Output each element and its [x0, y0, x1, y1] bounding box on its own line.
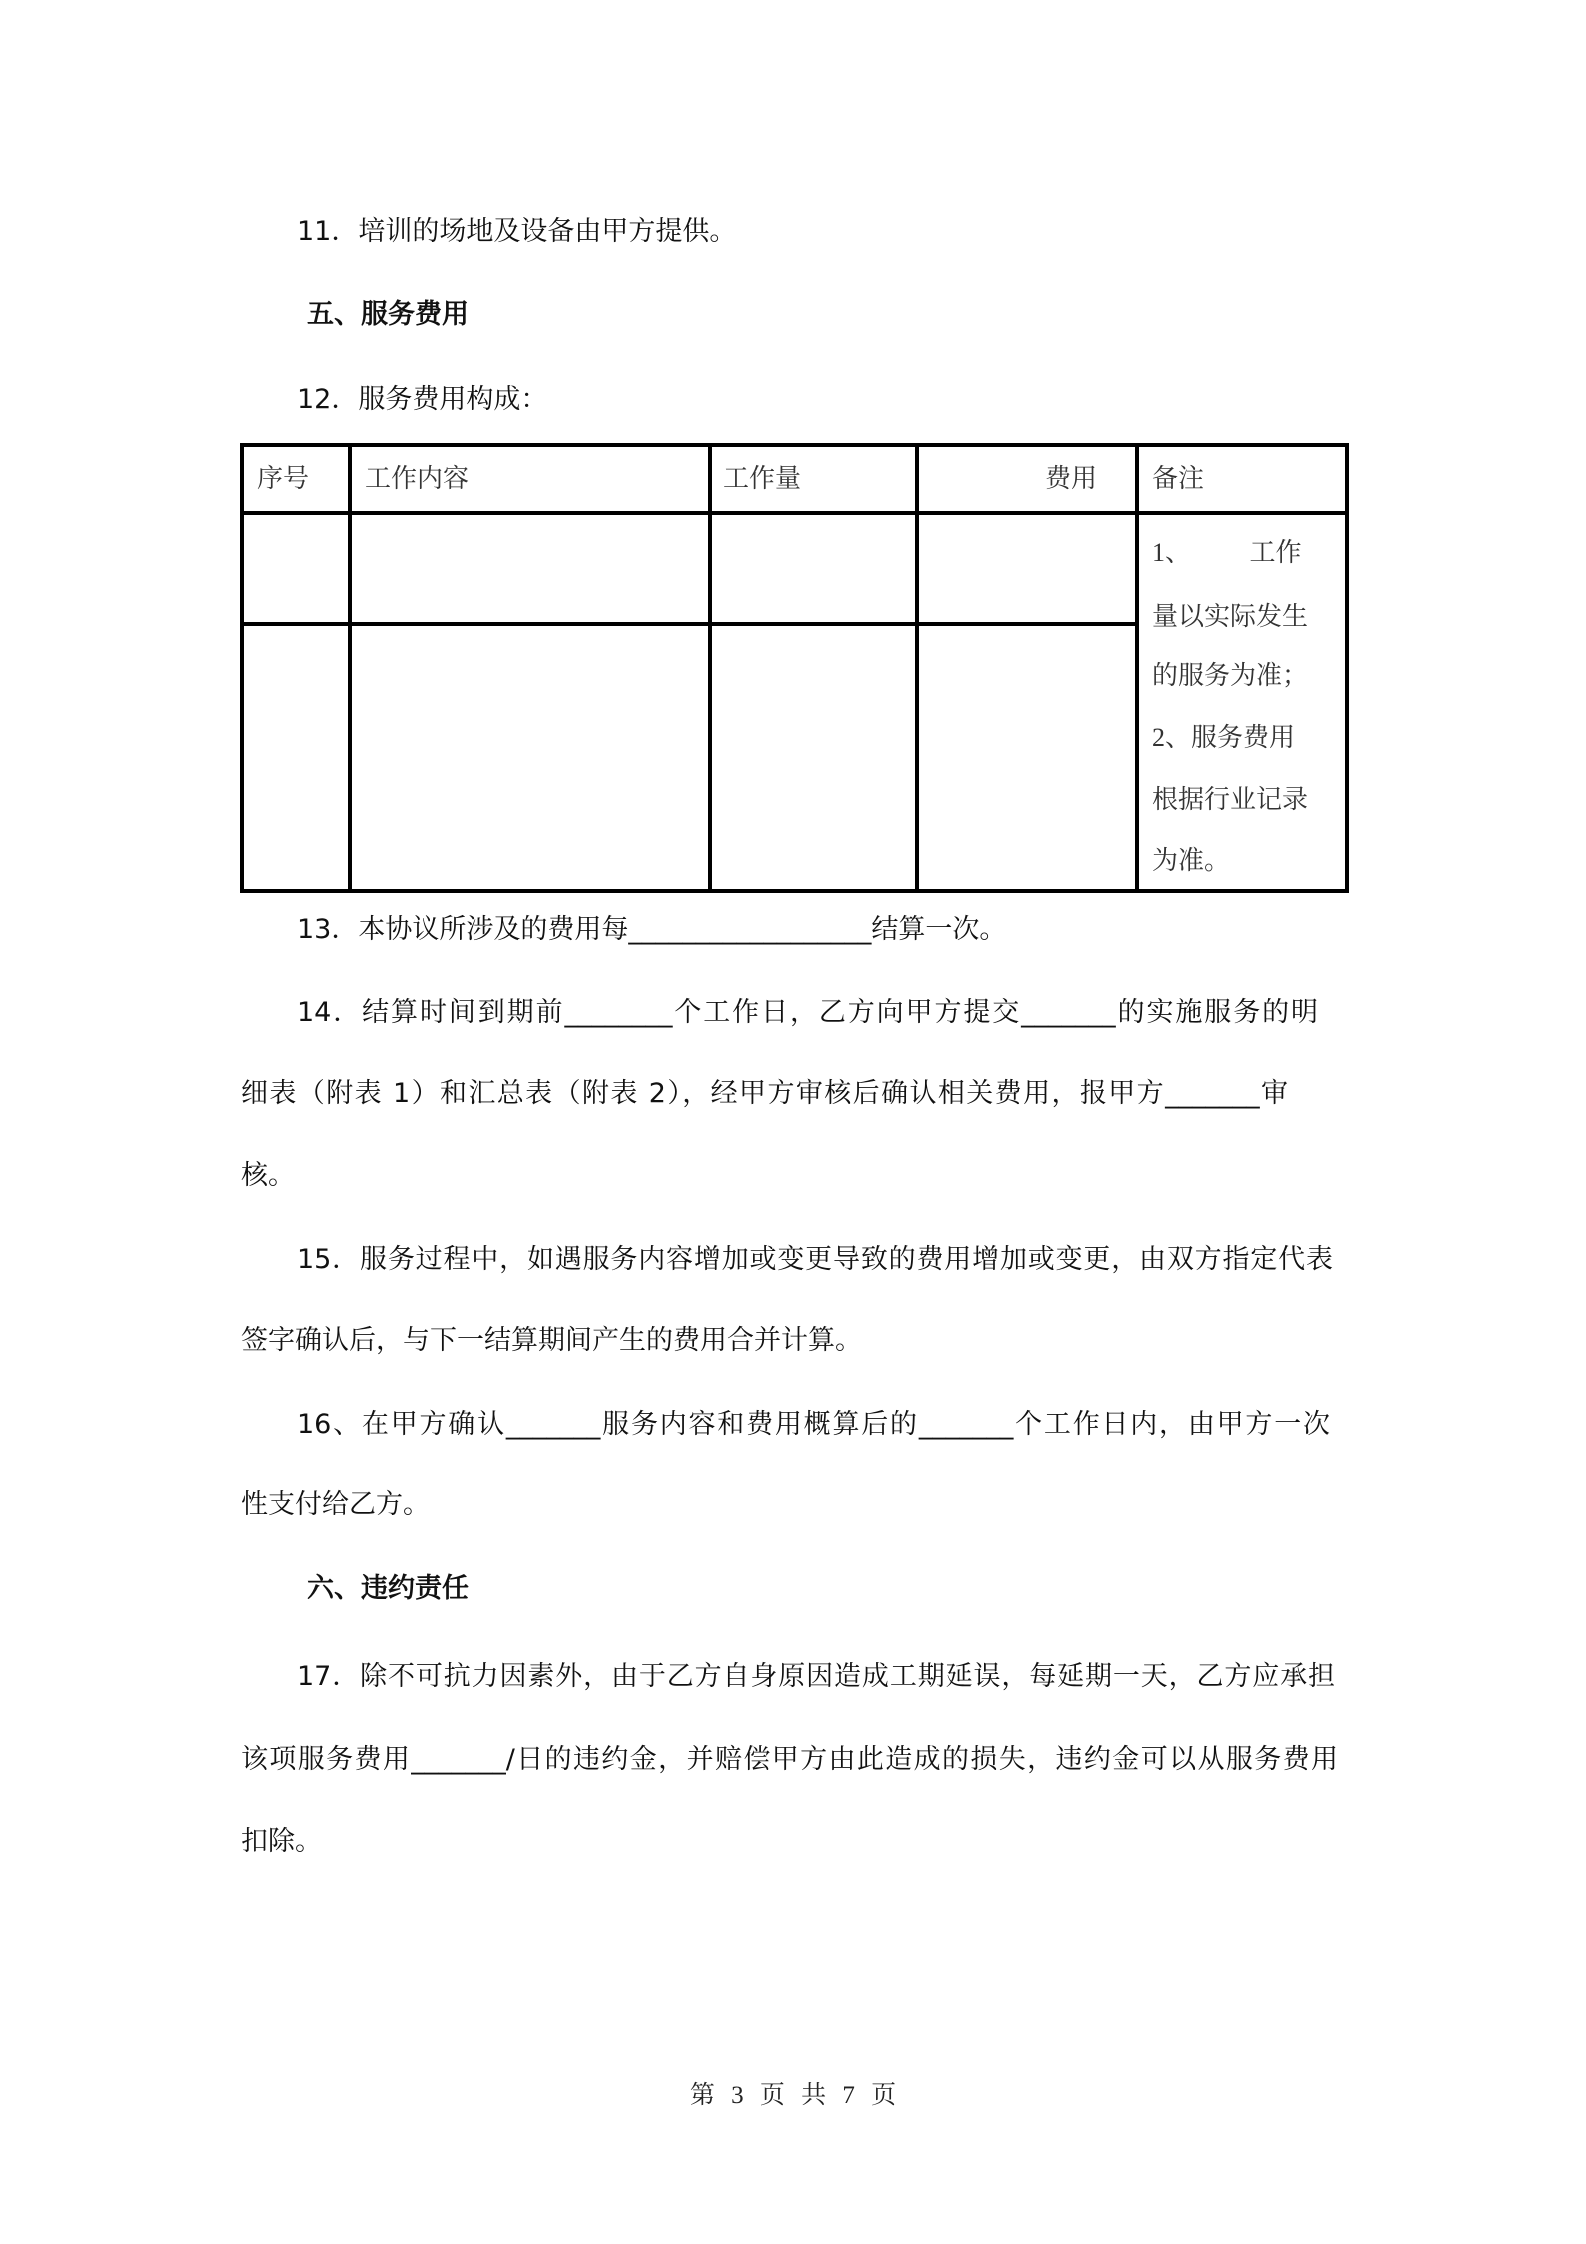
fee-table [240, 443, 1349, 893]
remarks-line: 的服务为准； [1152, 661, 1309, 690]
clause-14-line: 细表（附表 1）和汇总表（附表 2），经甲方审核后确认相关费用，报甲方_______审 [241, 1078, 1288, 1109]
remarks-line: 为准。 [1152, 846, 1231, 875]
remarks-line: 量以实际发生 [1152, 602, 1309, 631]
header-cell-quantity [710, 445, 917, 513]
clause-17-line: 该项服务费用_______/日的违约金，并赔偿甲方由此造成的损失，违约金可以从服务费用 [241, 1744, 1338, 1775]
clause-17-line: 扣除。 [241, 1826, 322, 1857]
section-heading-fees: 五、服务费用 [307, 299, 469, 330]
table-cell [242, 624, 350, 891]
section-heading-liability: 六、违约责任 [307, 1573, 469, 1604]
clause-12: 12．服务费用构成： [297, 384, 548, 415]
clause-14-line: 14．结算时间到期前________个工作日，乙方向甲方提交_______的实施服务的明 [297, 997, 1318, 1028]
header-label: 费用 [1044, 464, 1097, 493]
header-label: 工作量 [723, 464, 802, 493]
table-cell [917, 513, 1137, 624]
header-cell-index [242, 445, 350, 513]
clause-17-line: 17．除不可抗力因素外，由于乙方自身原因造成工期延误，每延期一天，乙方应承担 [297, 1661, 1335, 1692]
header-cell-fee [917, 445, 1137, 513]
header-cell-content [350, 445, 710, 513]
remarks-cell [1137, 513, 1347, 891]
clause-11: 11．培训的场地及设备由甲方提供。 [297, 216, 737, 247]
table-row [242, 513, 1347, 624]
remarks-line: 2、服务费用 [1152, 723, 1296, 752]
clause-15-line: 15．服务过程中，如遇服务内容增加或变更导致的费用增加或变更，由双方指定代表 [297, 1244, 1333, 1275]
table-cell [710, 624, 917, 891]
clause-16-line: 性支付给乙方。 [241, 1489, 430, 1520]
clause-13: 13．本协议所涉及的费用每__________________结算一次。 [297, 914, 1007, 945]
table-cell [242, 513, 350, 624]
header-label: 工作内容 [365, 464, 470, 493]
clause-16-line: 16、在甲方确认_______服务内容和费用概算后的_______个工作日内，由甲方一次 [297, 1409, 1330, 1440]
table-cell [710, 513, 917, 624]
page-number-footer: 第 3 页 共 7 页 [689, 2082, 897, 2109]
table-cell [350, 513, 710, 624]
table-cell [917, 624, 1137, 891]
table-cell [350, 624, 710, 891]
clause-15-line: 签字确认后，与下一结算期间产生的费用合并计算。 [241, 1325, 862, 1356]
header-cell-remarks [1137, 445, 1347, 513]
clause-14-line: 核。 [241, 1160, 295, 1191]
fee-table-header-row [242, 445, 1347, 513]
header-label: 备注 [1152, 464, 1205, 493]
remarks-line: 1、 工作 [1152, 538, 1302, 567]
remarks-line: 根据行业记录 [1152, 785, 1309, 814]
header-label: 序号 [257, 464, 310, 493]
